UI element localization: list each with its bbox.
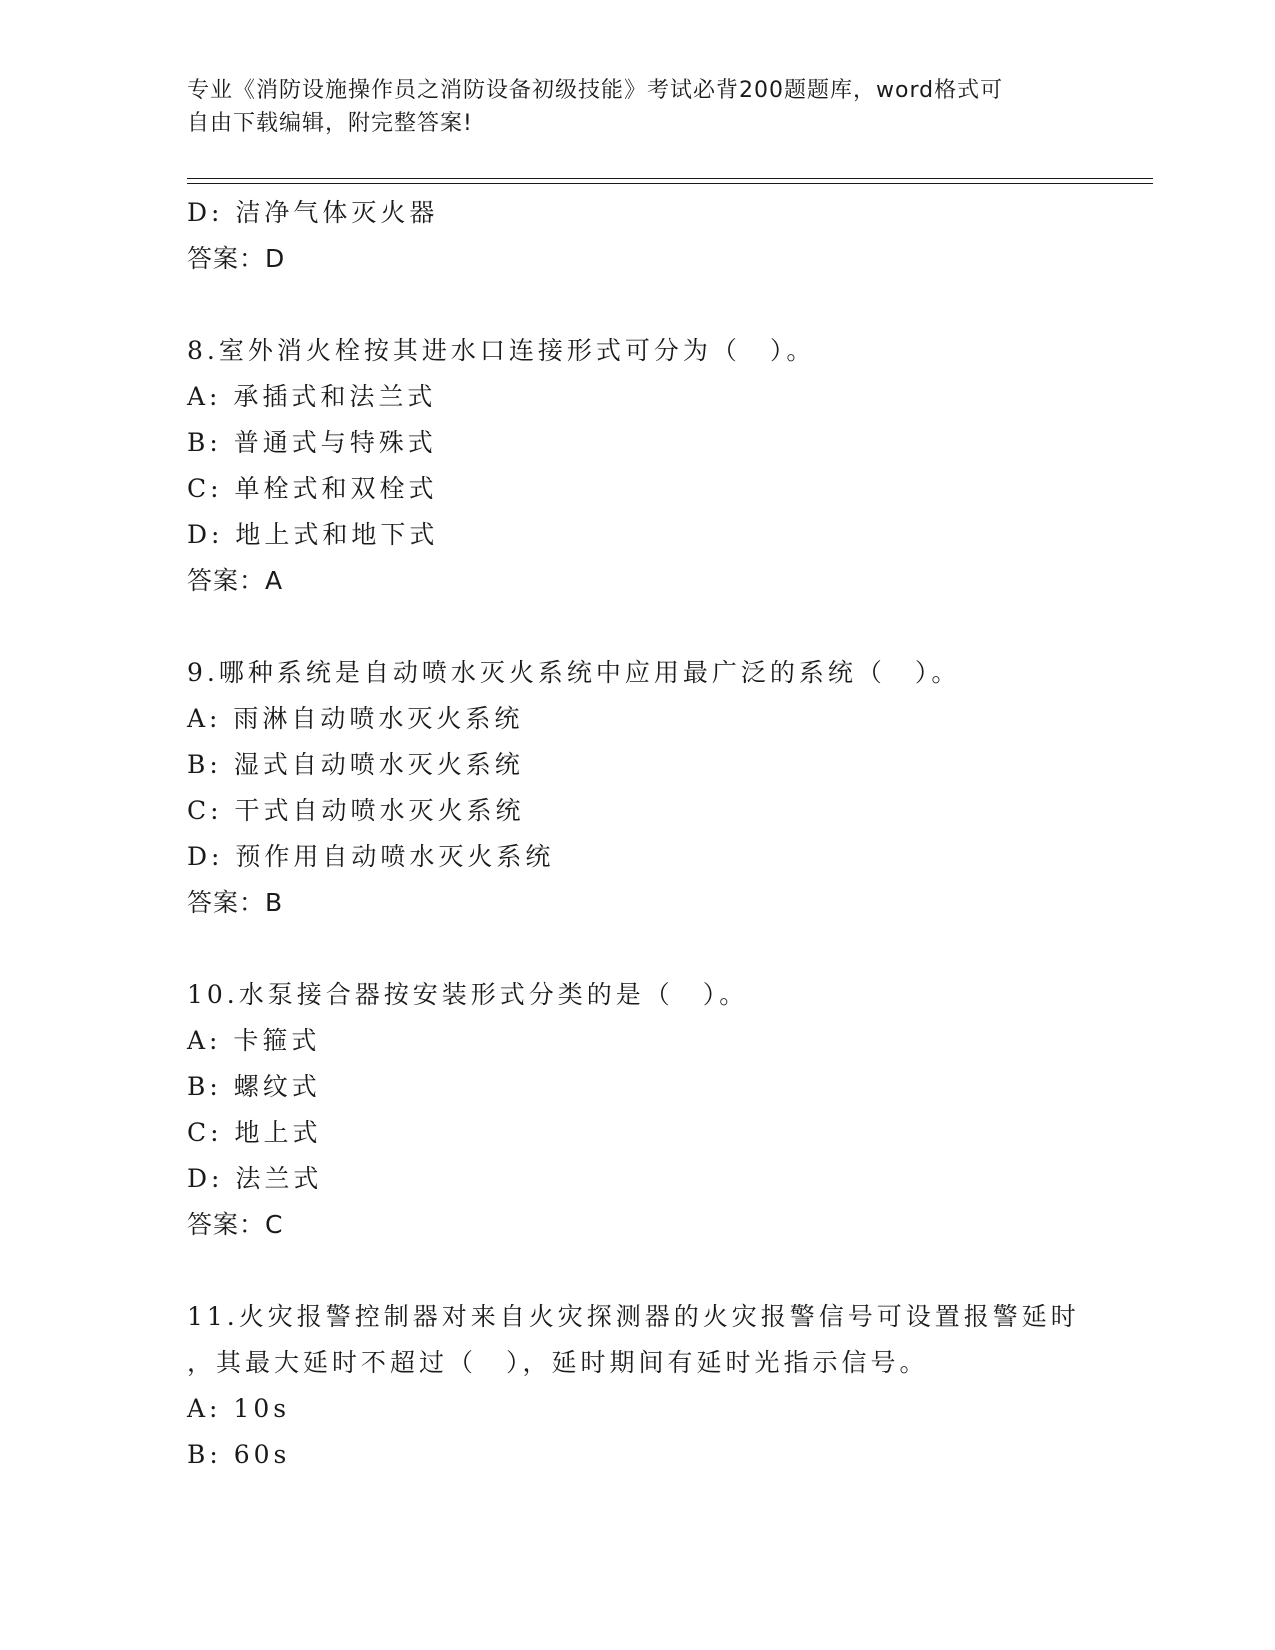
question-content	[187, 190, 1147, 1478]
option-a: A: 10s	[187, 1394, 291, 1423]
option-c: C: 干式自动喷水灭火系统	[187, 796, 525, 825]
answer: 答案：A	[187, 566, 284, 595]
option-a: A: 卡箍式	[187, 1026, 321, 1055]
question-block-8	[187, 328, 1147, 604]
header-divider	[187, 178, 1153, 184]
option-d: D: 预作用自动喷水灭火系统	[187, 842, 555, 871]
answer: 答案：C	[187, 1210, 284, 1239]
question-block-9	[187, 650, 1147, 926]
question-block-11	[187, 1294, 1147, 1478]
option-b: B: 普通式与特殊式	[187, 428, 437, 457]
header-line-1: 专业《消防设施操作员之消防设备初级技能》考试必背200题题库，word格式可	[187, 78, 1004, 103]
option-d: D: 洁净气体灭火器	[187, 198, 439, 227]
page-header	[187, 74, 1087, 140]
option-d: D: 法兰式	[187, 1164, 323, 1193]
option-d: D: 地上式和地下式	[187, 520, 439, 549]
spacer	[187, 1248, 1147, 1294]
option-a: A: 雨淋自动喷水灭火系统	[187, 704, 524, 733]
question-block-10	[187, 972, 1147, 1248]
spacer	[187, 604, 1147, 650]
option-c: C: 地上式	[187, 1118, 322, 1147]
question-text: 10.水泵接合器按安装形式分类的是（ ）。	[187, 980, 749, 1009]
question-text: 9.哪种系统是自动喷水灭火系统中应用最广泛的系统（ ）。	[187, 658, 961, 687]
answer: 答案：D	[187, 244, 286, 273]
spacer	[187, 282, 1147, 328]
question-block-7	[187, 190, 1147, 282]
option-b: B: 螺纹式	[187, 1072, 321, 1101]
spacer	[187, 926, 1147, 972]
header-line-2: 自由下载编辑，附完整答案!	[187, 111, 473, 136]
option-c: C: 单栓式和双栓式	[187, 474, 438, 503]
question-text-line-1: 11.火灾报警控制器对来自火灾探测器的火灾报警信号可设置报警延时	[187, 1302, 1080, 1331]
option-a: A: 承插式和法兰式	[187, 382, 437, 411]
option-b: B: 60s	[187, 1440, 291, 1469]
question-text-line-2: ，其最大延时不超过（ ），延时期间有延时光指示信号。	[187, 1348, 929, 1377]
question-text: 8.室外消火栓按其进水口连接形式可分为（ ）。	[187, 336, 816, 365]
option-b: B: 湿式自动喷水灭火系统	[187, 750, 524, 779]
answer: 答案：B	[187, 888, 284, 917]
